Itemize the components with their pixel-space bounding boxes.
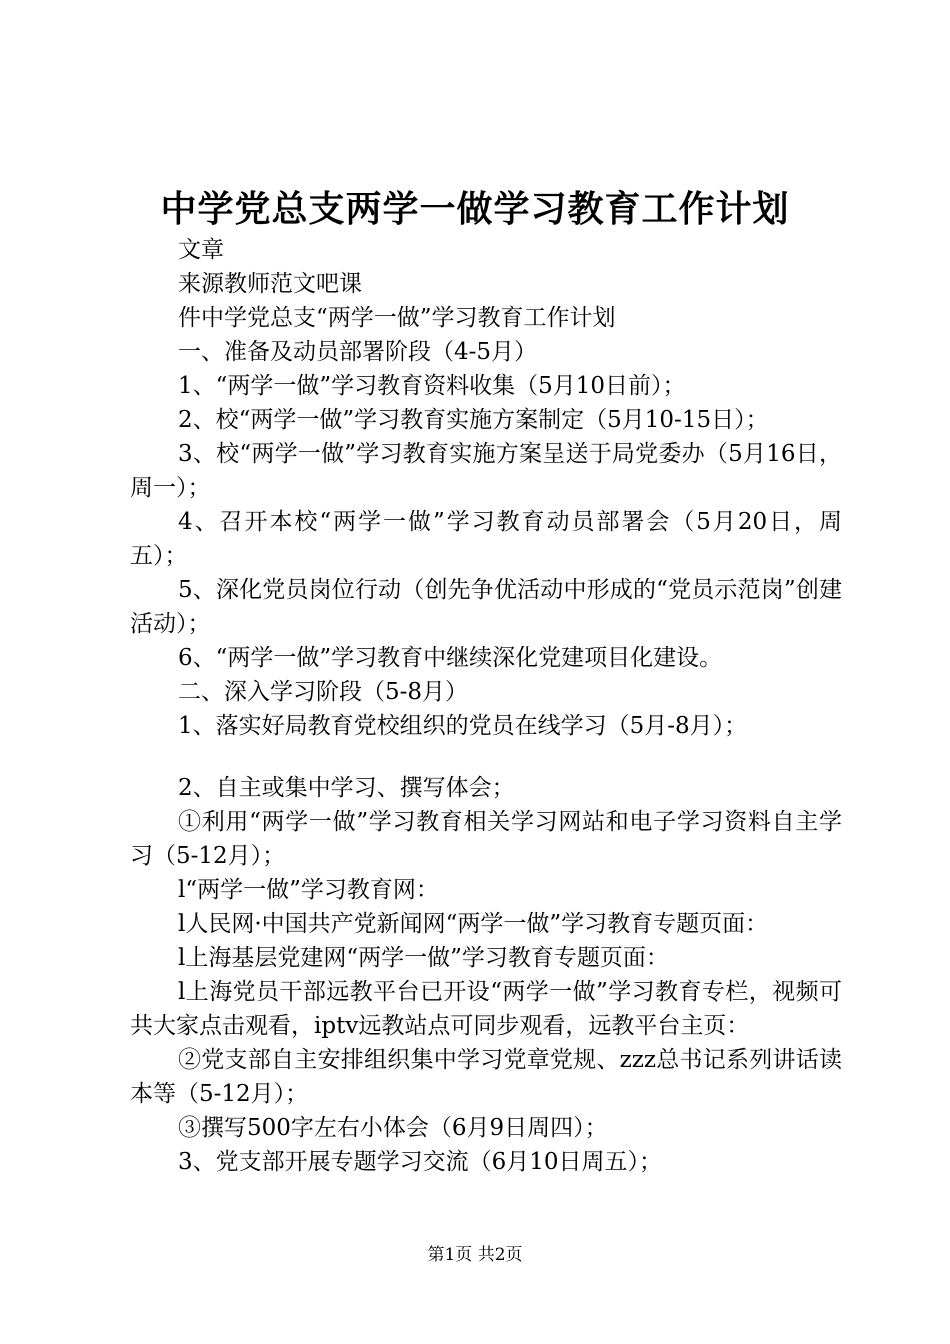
paragraph: 1、“两学一做”学习教育资料收集（5月10日前）； bbox=[178, 373, 686, 399]
paragraph: ②党支部自主安排组织集中学习党章党规、zzz总书记系列讲话读本等（5-12月）； bbox=[130, 1047, 842, 1107]
paragraph: l上海基层党建网“两学一做”学习教育专题页面： bbox=[178, 945, 669, 971]
paragraph: ①利用“两学一做”学习教育相关学习网站和电子学习资料自主学习（5-12月）； bbox=[130, 809, 842, 869]
paragraph: 2、自主或集中学习、撰写体会； bbox=[178, 775, 515, 801]
paragraph: 文章 bbox=[178, 237, 224, 263]
paragraph: l上海党员干部远教平台已开设“两学一做”学习教育专栏，视频可共大家点击观看，iptv远教站点可同步观看，远教平台主页： bbox=[130, 979, 842, 1039]
paragraph: 3、党支部开展专题学习交流（6月10日周五）； bbox=[178, 1149, 663, 1175]
paragraph: 件中学党总支“两学一做”学习教育工作计划 bbox=[178, 305, 616, 331]
paragraph: 3、校“两学一做”学习教育实施方案呈送于局党委办（5月16日，周一）； bbox=[130, 441, 842, 501]
paragraph: 2、校“两学一做”学习教育实施方案制定（5月10-15日）； bbox=[178, 407, 769, 433]
page-number-footer: 第1页 共2页 bbox=[427, 1245, 523, 1265]
section-heading: 二、深入学习阶段（5-8月） bbox=[178, 679, 469, 705]
paragraph: l人民网·中国共产党新闻网“两学一做”学习教育专题页面： bbox=[178, 911, 769, 937]
paragraph: 6、“两学一做”学习教育中继续深化党建项目化建设。 bbox=[178, 645, 723, 671]
document-title: 中学党总支两学一做学习教育工作计划 bbox=[160, 188, 790, 230]
paragraph: 5、深化党员岗位行动（创先争优活动中形成的“党员示范岗”创建活动）； bbox=[130, 577, 842, 637]
paragraph: 来源教师范文吧课 bbox=[178, 271, 362, 297]
document-body bbox=[130, 233, 842, 1179]
paragraph: l“两学一做”学习教育网： bbox=[178, 877, 439, 903]
section-heading: 一、准备及动员部署阶段（4-5月） bbox=[178, 339, 538, 365]
paragraph: 1、落实好局教育党校组织的党员在线学习（5月-8月）； bbox=[178, 713, 748, 739]
paragraph: ③撰写500字左右小体会（6月9日周四）； bbox=[178, 1115, 608, 1141]
paragraph: 4、召开本校“两学一做”学习教育动员部署会（5月20日，周五）； bbox=[130, 509, 842, 569]
